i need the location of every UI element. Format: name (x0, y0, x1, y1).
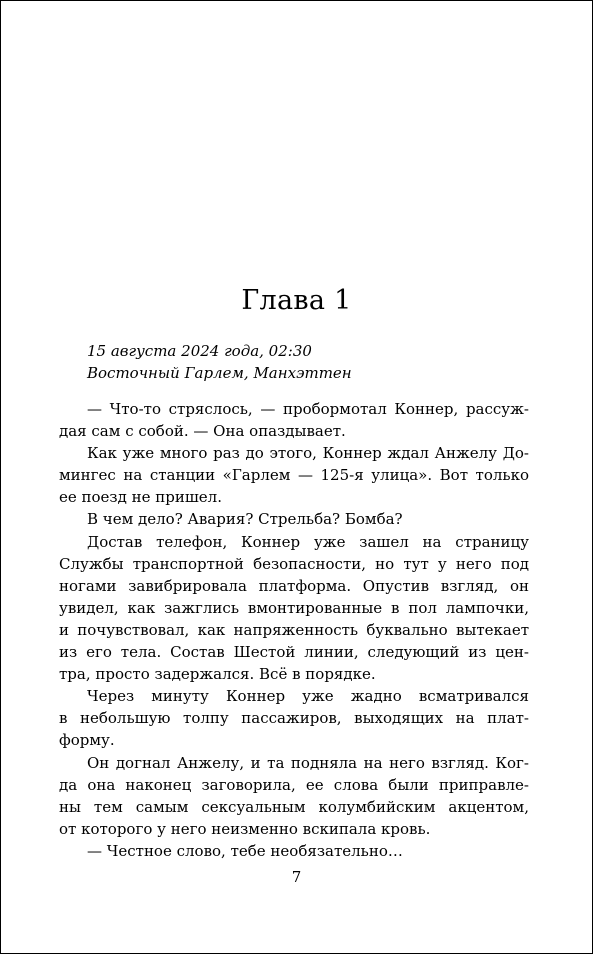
text-line: Через минуту Коннер уже жадно всматривался (87, 687, 529, 706)
chapter-epigraph (87, 340, 352, 384)
text-line: тра, просто задержался. Всё в порядке. (59, 665, 376, 684)
text-line: в небольшую толпу пассажиров, выходящих на плат- (59, 709, 529, 728)
epigraph-place-line: Восточный Гарлем, Манхэттен (87, 364, 352, 382)
text-line: Службы транспортной безопасности, но тут у него под (59, 554, 529, 573)
text-line: дая сам с собой. — Она опаздывает. (59, 422, 346, 441)
page-number: 7 (291, 868, 302, 886)
text-line: ногами завибрировала платформа. Опустив взгляд, он (59, 576, 529, 595)
text-line: Достав телефон, Коннер уже зашел на страницу (87, 532, 529, 551)
text-line: ее поезд не пришел. (59, 488, 222, 507)
chapter-body (59, 398, 529, 862)
text-line: и почувствовал, как напряженность буквально вытекает (59, 620, 529, 639)
text-line: Он догнал Анжелу, и та подняла на него взгляд. Ког- (87, 753, 529, 772)
text-line: — Что-то стряслось, — пробормотал Коннер, рассуж- (87, 400, 529, 418)
epigraph-date-line: 15 августа 2024 года, 02:30 (87, 342, 312, 360)
text-line: из его тела. Состав Шестой линии, следующий из цен- (59, 643, 529, 662)
text-line: увидел, как зажглись вмонтированные в пол лампочки, (59, 598, 529, 617)
text-line: Как уже много раз до этого, Коннер ждал Анжелу До- (87, 444, 529, 463)
text-line: — Честное слово, тебе необязательно… (87, 841, 403, 860)
text-line: форму. (59, 731, 115, 750)
chapter-title: Глава 1 (241, 285, 352, 316)
text-line: от которого у него неизменно вскипала кровь. (59, 819, 431, 838)
text-line: да она наконец заговорила, ее слова были приправле- (59, 775, 529, 794)
text-line: ны тем самым сексуальным колумбийским акцентом, (59, 797, 529, 816)
text-line: В чем дело? Авария? Стрельба? Бомба? (87, 510, 403, 529)
text-line: мингес на станции «Гарлем — 125-я улица». Вот только (59, 466, 529, 485)
